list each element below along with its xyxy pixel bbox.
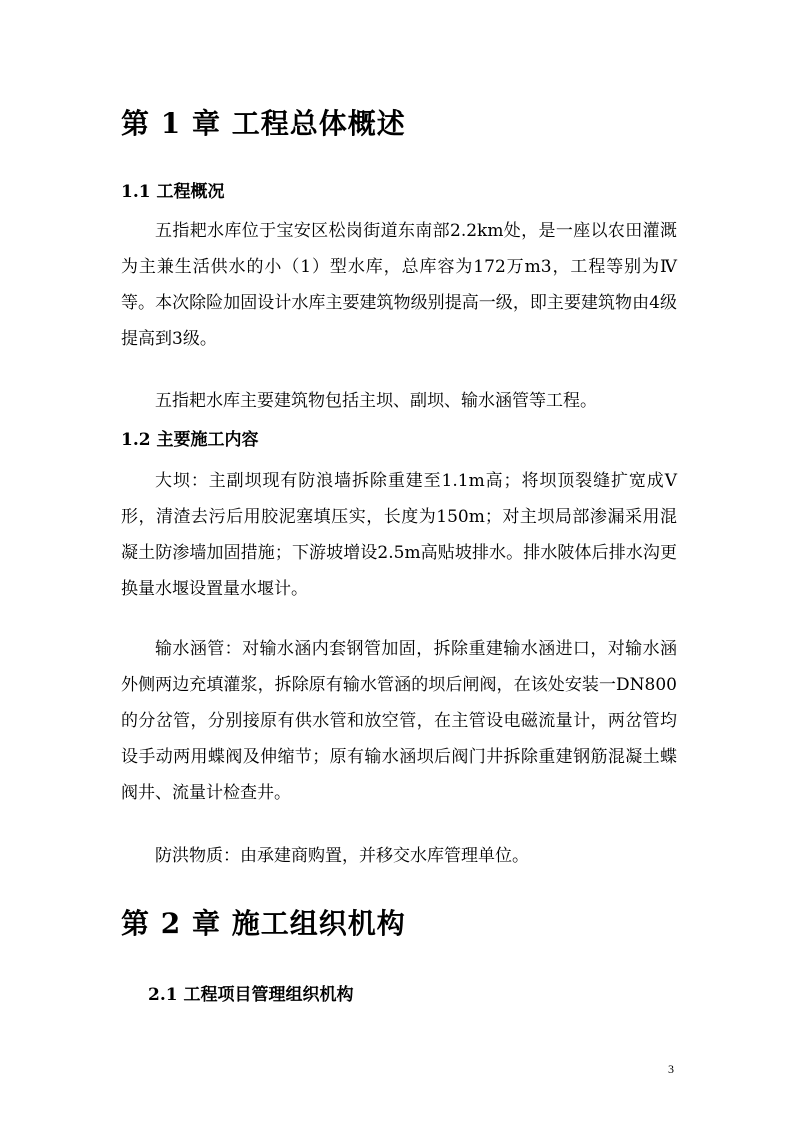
paragraph-culvert-works: 输水涵管：对输水涵内套钢管加固，拆除重建输水涵进口，对输水涵外侧两边充填灌浆，拆除原有输水管涵的坝后闸阀，在该处安装一DN800的分岔管，分别接原有供水管和放空管，在主管设电磁流量计，两岔管均设手动两用蝶阀及伸缩节；原有输水涵坝后阀门井拆除重建钢筋混凝土蝶阀井、流量计检查井。 xyxy=(121,639,677,803)
paragraph-main-structures: 五指耙水库主要建筑物包括主坝、副坝、输水涵管等工程。 xyxy=(155,391,597,411)
section-1-2-title: 1.2 主要施工内容 xyxy=(121,430,259,450)
paragraph-dam-works: 大坝：主副坝现有防浪墙拆除重建至1.1m高；将坝顶裂缝扩宽成V形，清渣去污后用胶泥塞填压实，长度为150m；对主坝局部渗漏采用混凝土防渗墙加固措施；下游坡增设2.5m高贴坡排水。排水陂体后排水沟更换量水堰设置量水堰计。 xyxy=(121,471,677,599)
section-1-1-title: 1.1 工程概况 xyxy=(121,182,225,202)
section-2-1-title: 2.1 工程项目管理组织机构 xyxy=(148,985,354,1005)
chapter-2-title: 第 2 章 施工组织机构 xyxy=(121,907,406,940)
chapter-1-title: 第 1 章 工程总体概述 xyxy=(121,107,406,140)
page-number: 3 xyxy=(668,1062,674,1076)
paragraph-reservoir-overview: 五指耙水库位于宝安区松岗街道东南部2.2km处，是一座以农田灌溉为主兼生活供水的小（1）型水库，总库容为172万m3，工程等别为Ⅳ等。本次除险加固设计水库主要建筑物级别提高一级，即主要建筑物由4级提高到3级。 xyxy=(121,221,677,349)
paragraph-flood-materials: 防洪物质：由承建商购置，并移交水库管理单位。 xyxy=(155,846,529,866)
